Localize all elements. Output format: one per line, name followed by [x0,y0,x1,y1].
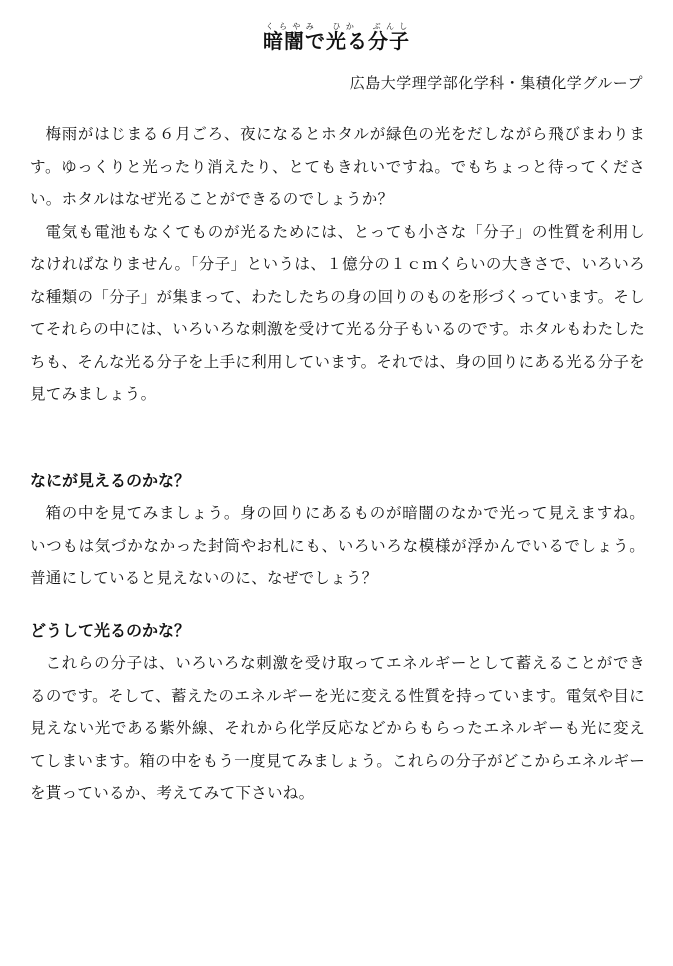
document-body [30,118,645,810]
title-furigana: くらやみ ひか ぶんし [263,22,410,31]
section-heading-why-glow: どうして光るのかな？ [30,620,191,640]
section-text-why-glow: これらの分子は、いろいろな刺激を受け取ってエネルギーとして蓄えることができるのです。そして、蓄えたのエネルギーを光に変える性質を持っています。電気や目に見えない光である紫外線、それから化学反応などからもらったエネルギーも光に変えてしまいます。箱の中をもう一度見てみましょう。これらの分子がどこからエネルギーを貰っているか、考えてみて下さいね。 [30,654,645,802]
page-title [0,22,673,57]
section-spacer [30,595,645,615]
section-heading-what-visible: なにが見えるのかな？ [30,470,191,490]
title-ruby [263,22,410,53]
section-text-what-visible: 箱の中を見てみましょう。身の回りにあるものが暗闇のなかで光って見えますね。いつもは気づかなかった封筒やお札にも、いろいろな模様が浮かんでいるでしょう。普通にしていると見えないのに、なぜでしょう？ [30,504,645,587]
section-spacer [30,411,645,465]
affiliation: 広島大学理学部化学科・集積化学グループ [349,74,643,92]
title-text: 暗闇で光る分子 [263,29,410,53]
intro-paragraph-2: 電気も電池もなくてものが光るためには、とっても小さな「分子」の性質を利用しなければなりません。「分子」というは、１億分の１ｃｍくらいの大きさで、いろいろな種類の「分子」が集まって、わたしたちの身の回りのものを形づくっています。そしてそれらの中には、いろいろな刺激を受けて光る分子もいるのです。ホタルもわたしたちも、そんな光る分子を上手に利用しています。それでは、身の回りにある光る分子を見てみましょう。 [30,222,645,403]
intro-paragraph-1: 梅雨がはじまる６月ごろ、夜になるとホタルが緑色の光をだしながら飛びまわります。ゆっくりと光ったり消えたり、とてもきれいですね。でもちょっと待ってください。ホタルはなぜ光ることができるのでしょうか？ [30,125,645,208]
